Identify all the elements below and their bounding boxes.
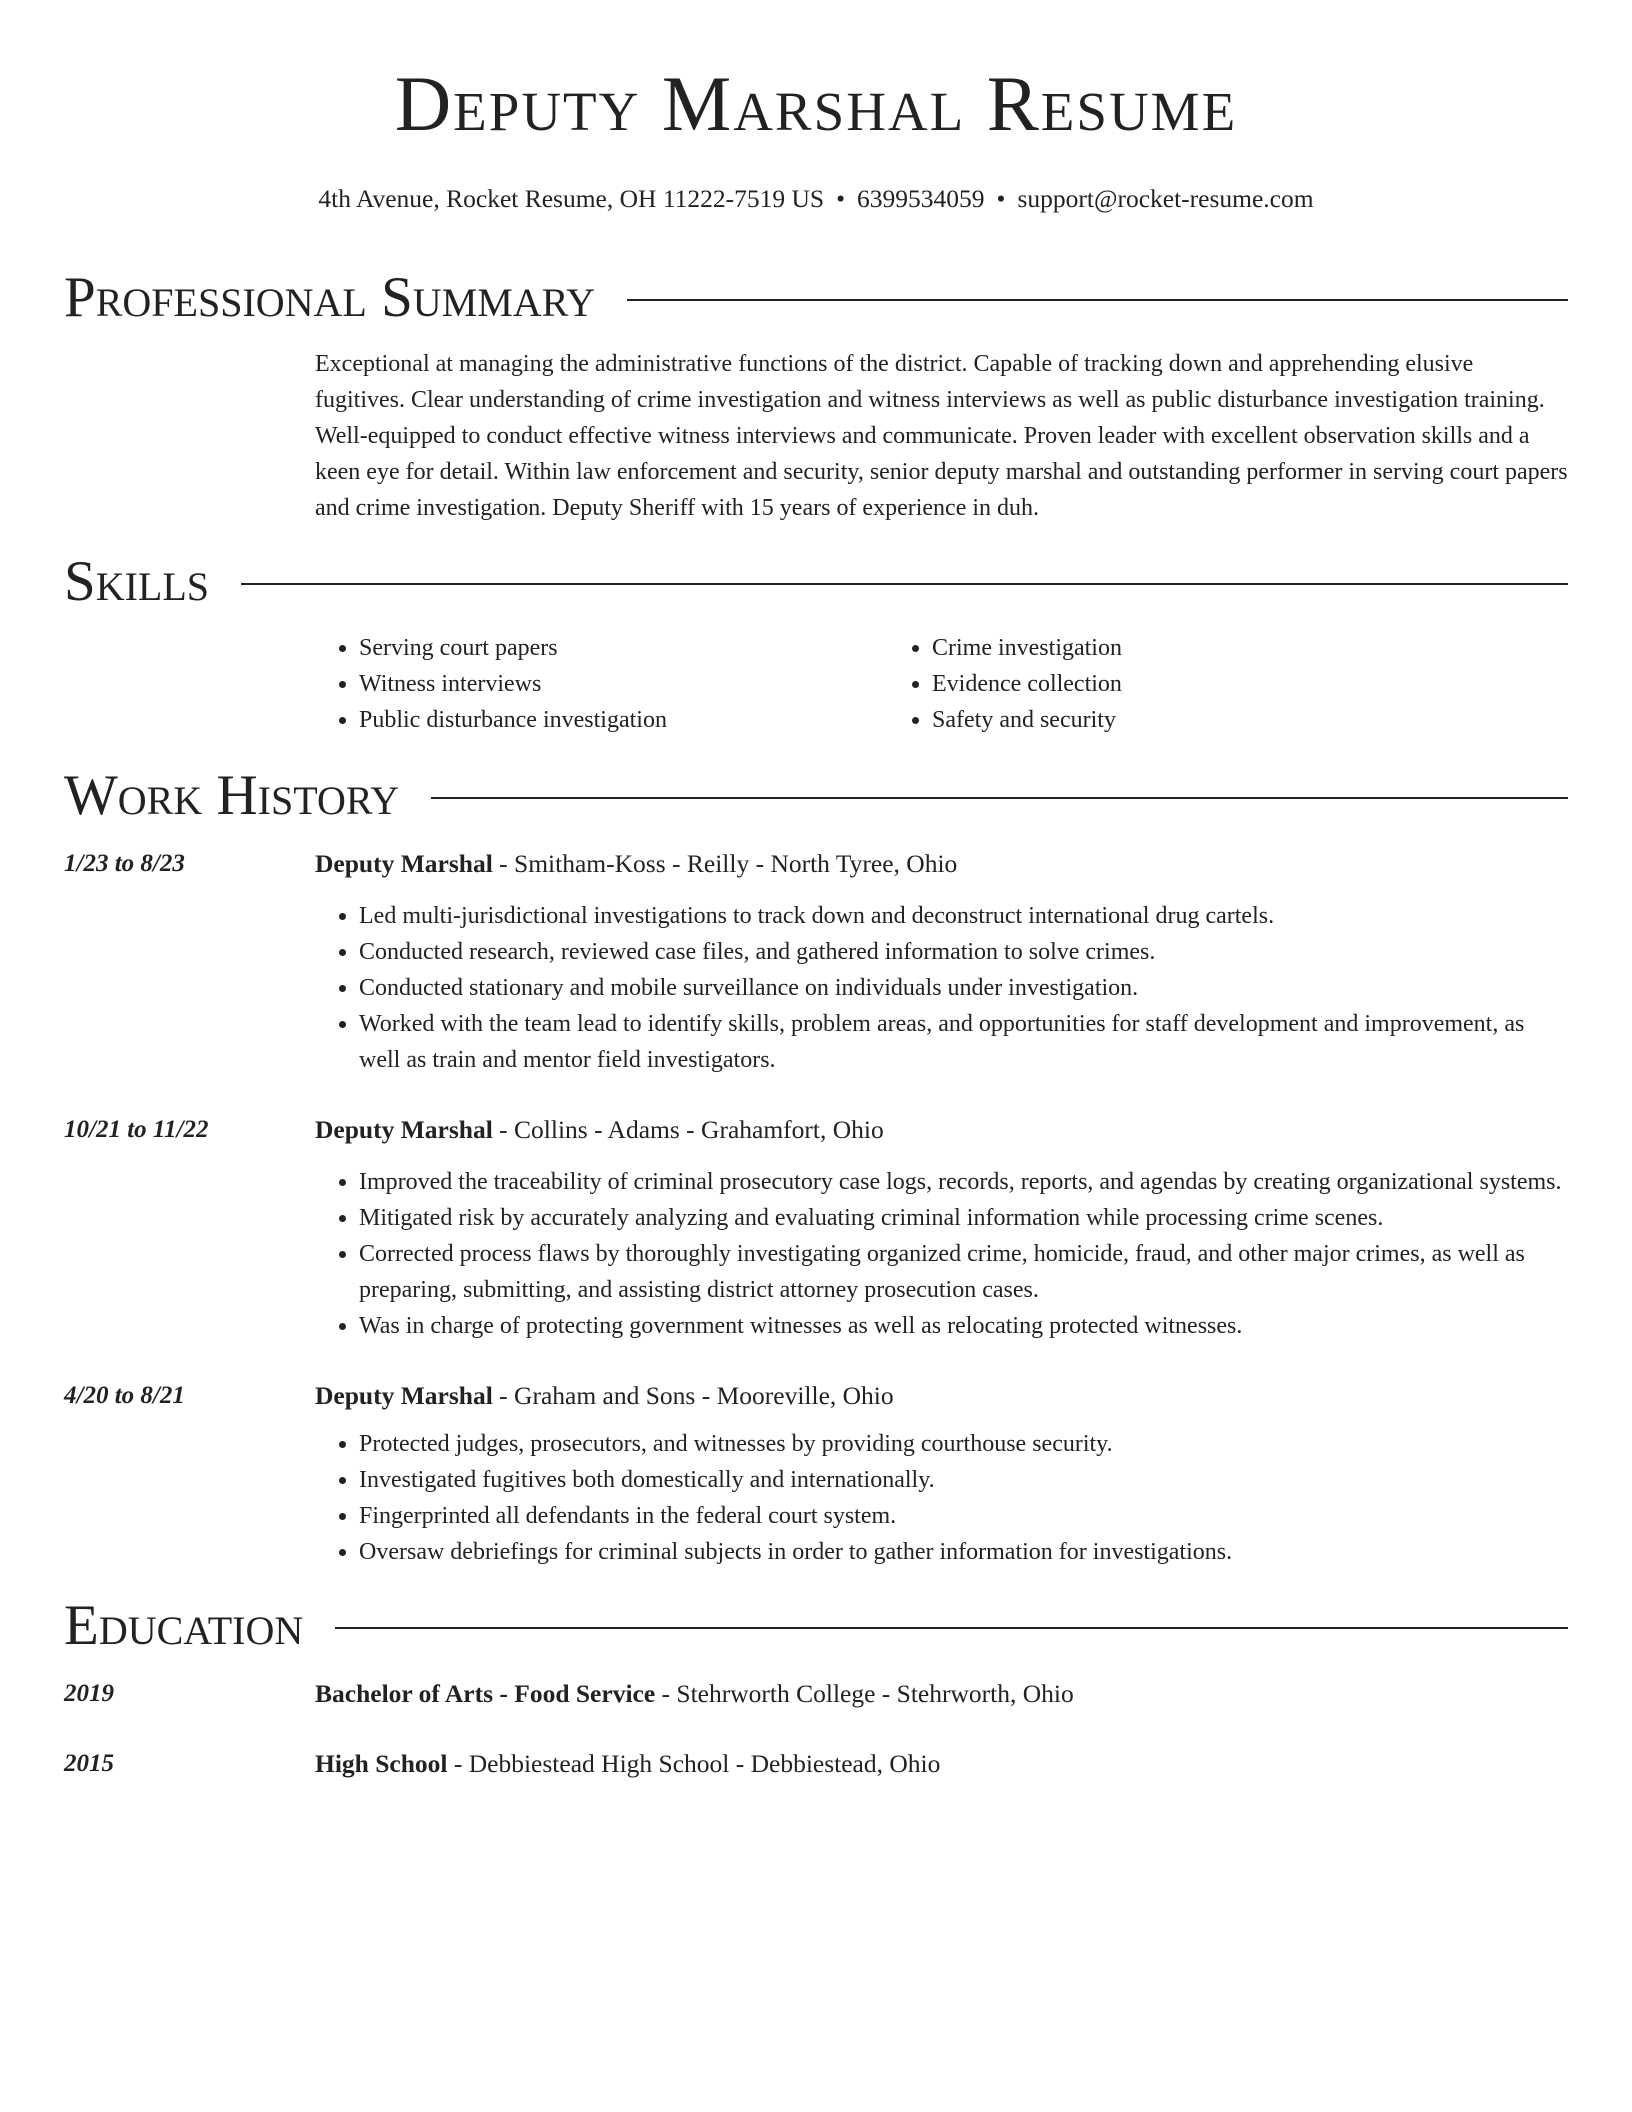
job-bullets: [315, 898, 1568, 1078]
job-role: Deputy Marshal: [315, 1381, 493, 1410]
skill-item: • Safety and security: [932, 702, 1122, 738]
work-section-title: Work History: [64, 764, 400, 827]
education-title-line: [315, 1676, 1568, 1712]
job-details: - Collins - Adams - Grahamfort, Ohio: [492, 1115, 884, 1144]
job-bullet: • Was in charge of protecting government witnesses as well as relocating protected witnesses.: [359, 1308, 1568, 1344]
summary-text: Exceptional at managing the administrative functions of the district. Capable of tracking down and apprehending elusive fugitives. Clear understanding of crime investigation and witness interviews as well as public disturbance investigation training. Well-equipped to conduct effective witness interviews and communicate. Proven leader with excellent observation skills and a keen eye for detail. Within law enforcement and security, senior deputy marshal and outstanding performer in serving court papers and crime investigation. Deputy Sheriff with 15 years of experience in duh.: [315, 351, 1568, 521]
job-entry: [64, 846, 1568, 1078]
job-body: [315, 846, 1568, 1078]
job-role: Deputy Marshal: [315, 849, 493, 878]
job-bullet: • Corrected process flaws by thoroughly investigating organized crime, homicide, fraud, and other major crimes, as well as preparing, submitting, and assisting district attorney prosecution cases.: [359, 1236, 1568, 1308]
education-details: - Debbiestead High School - Debbiestead, Ohio: [447, 1749, 941, 1778]
skill-item: • Witness interviews: [359, 666, 888, 702]
job-bullet: • Oversaw debriefings for criminal subjects in order to gather information for investigations.: [359, 1534, 1568, 1570]
education-body: [315, 1676, 1568, 1712]
skills-section-header: [64, 548, 1568, 616]
skills-column-right: [888, 630, 1122, 738]
skill-item: • Crime investigation: [932, 630, 1122, 666]
job-bullet: • Investigated fugitives both domestically and internationally.: [359, 1462, 1568, 1498]
job-bullet: • Improved the traceability of criminal prosecutory case logs, records, reports, and agendas by creating organizational systems.: [359, 1164, 1568, 1200]
resume-name: Deputy Marshal Resume: [394, 60, 1238, 147]
job-body: [315, 1378, 1568, 1570]
job-bullet: • Conducted stationary and mobile surveillance on individuals under investigation.: [359, 970, 1568, 1006]
skills-column-left: [315, 630, 888, 738]
job-bullets: [315, 1426, 1568, 1570]
section-divider: [431, 797, 1568, 799]
skill-item: • Public disturbance investigation: [359, 702, 888, 738]
skills-section-title: Skills: [64, 550, 210, 613]
job-dates: 1/23 to 8/23: [64, 850, 185, 877]
job-body: [315, 1112, 1568, 1344]
education-details: - Stehrworth College - Stehrworth, Ohio: [655, 1679, 1074, 1708]
summary-section-title: Professional Summary: [64, 266, 596, 329]
job-bullet: • Protected judges, prosecutors, and witnesses by providing courthouse security.: [359, 1426, 1568, 1462]
job-dates: 10/21 to 11/22: [64, 1116, 209, 1143]
skills-list: [315, 630, 1568, 738]
education-entry: [64, 1746, 1568, 1782]
education-body: [315, 1746, 1568, 1782]
job-dates: 4/20 to 8/21: [64, 1382, 185, 1409]
job-title-line: [315, 846, 1568, 882]
job-title-line: [315, 1112, 1568, 1148]
job-bullet: • Led multi-jurisdictional investigations to track down and deconstruct international drug cartels.: [359, 898, 1568, 934]
job-details: - Graham and Sons - Mooreville, Ohio: [492, 1381, 894, 1410]
section-divider: [241, 583, 1568, 585]
job-bullet: • Conducted research, reviewed case files, and gathered information to solve crimes.: [359, 934, 1568, 970]
contact-separator: •: [836, 184, 846, 213]
skill-item: • Evidence collection: [932, 666, 1122, 702]
job-bullet: • Fingerprinted all defendants in the federal court system.: [359, 1498, 1568, 1534]
job-role: Deputy Marshal: [315, 1115, 493, 1144]
contact-phone: 6399534059: [857, 184, 985, 213]
job-entry: [64, 1112, 1568, 1344]
education-entry: [64, 1676, 1568, 1712]
job-bullet: • Mitigated risk by accurately analyzing and evaluating criminal information while processing crime scenes.: [359, 1200, 1568, 1236]
education-degree: Bachelor of Arts - Food Service: [315, 1679, 656, 1708]
education-title-line: [315, 1746, 1568, 1782]
job-bullet: • Worked with the team lead to identify skills, problem areas, and opportunities for staff development and improvement, as well as train and mentor field investigators.: [359, 1006, 1568, 1078]
job-title-line: [315, 1378, 1568, 1414]
education-degree: High School: [315, 1749, 448, 1778]
job-entry: [64, 1378, 1568, 1570]
summary-section-header: [64, 264, 1568, 332]
contact-email: support@rocket-resume.com: [1017, 184, 1314, 213]
education-year: 2019: [64, 1680, 114, 1707]
contact-separator: •: [996, 184, 1006, 213]
job-bullets: [315, 1164, 1568, 1344]
education-section-header: [64, 1592, 1568, 1660]
section-divider: [335, 1627, 1568, 1629]
job-details: - Smitham-Koss - Reilly - North Tyree, Ohio: [492, 849, 958, 878]
education-section-title: Education: [64, 1594, 304, 1657]
work-section-header: [64, 762, 1568, 830]
contact-address: 4th Avenue, Rocket Resume, OH 11222-7519 US: [318, 184, 825, 213]
education-year: 2015: [64, 1750, 114, 1777]
skill-item: • Serving court papers: [359, 630, 888, 666]
contact-line: [64, 182, 1568, 216]
section-divider: [627, 299, 1568, 301]
